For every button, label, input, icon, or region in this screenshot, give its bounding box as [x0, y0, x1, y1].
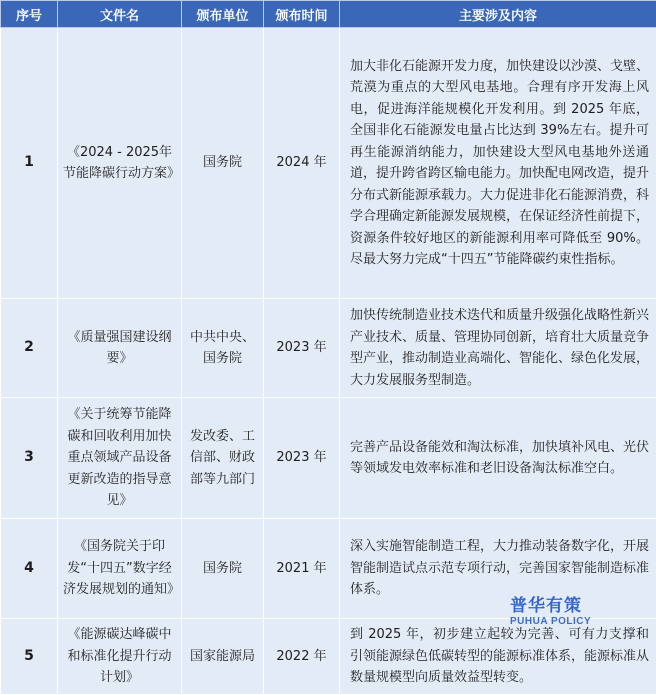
header-issuer: 颁布单位 [182, 1, 264, 28]
header-content: 主要涉及内容 [340, 1, 656, 28]
cell-name: 《2024 - 2025年节能降碳行动方案》 [58, 28, 182, 299]
cell-name: 《能源碳达峰碳中和标准化提升行动计划》 [58, 619, 182, 695]
header-year: 颁布时间 [264, 1, 340, 28]
cell-no: 3 [1, 398, 58, 519]
cell-no: 1 [1, 28, 58, 299]
cell-no: 4 [1, 519, 58, 619]
table-row [1, 299, 656, 398]
cell-year: 2022 年 [264, 619, 340, 695]
cell-name: 《关于统筹节能降碳和回收利用加快重点领域产品设备更新改造的指导意见》 [58, 398, 182, 519]
cell-issuer: 国家能源局 [182, 619, 264, 695]
logo-name-en: PUHUA POLICY [510, 616, 630, 628]
cell-content: 加快传统制造业技术迭代和质量升级强化战略性新兴产业技术、质量、管理协同创新，培育壮大质量竞争型产业，推动制造业高端化、智能化、绿色化发展，大力发展服务型制造。 [340, 299, 656, 398]
cell-content: 完善产品设备能效和淘汰标准，加快填补风电、光伏等领域发电效率标准和老旧设备淘汰标准空白。 [340, 398, 656, 519]
cell-no: 5 [1, 619, 58, 695]
cell-no: 2 [1, 299, 58, 398]
cell-content: 深入实施智能制造工程，大力推动装备数字化，开展智能制造试点示范专项行动，完善国家智能制造标准体系。 [340, 519, 656, 619]
cell-name: 《国务院关于印发“十四五”数字经济发展规划的通知》 [58, 519, 182, 619]
header-name: 文件名 [58, 1, 182, 28]
cell-year: 2023 年 [264, 398, 340, 519]
cell-content: 到 2025 年，初步建立起较为完善、可有力支撑和引领能源绿色低碳转型的能源标准体系，能源标准从数量规模型向质量效益型转变。 [340, 619, 656, 695]
table-header-row [1, 1, 656, 28]
table-row [1, 519, 656, 619]
cell-issuer: 中共中央、国务院 [182, 299, 264, 398]
cell-year: 2021 年 [264, 519, 340, 619]
cell-name: 《质量强国建设纲要》 [58, 299, 182, 398]
cell-issuer: 发改委、工信部、财政部等九部门 [182, 398, 264, 519]
cell-content: 加大非化石能源开发力度，加快建设以沙漠、戈壁、荒漠为重点的大型风电基地。合理有序开发海上风电，促进海洋能规模化开发利用。到 2025 年底，全国非化石能源发电量占比达到 39%左右。提升可再生能源消纳能力，加快建设大型风电基地外送通道，提升跨省跨区输电能力。加快配电网改造，提升分布式新能源承载力。大力促进非化石能源消费，科学合理确定新能源发展规模，在保证经济性前提下，资源条件较好地区的新能源利用率可降低至 90%。尽最大努力完成“十四五”节能降碳约束性指标。 [340, 28, 656, 299]
header-no: 序号 [1, 1, 58, 28]
table-row [1, 398, 656, 519]
cell-issuer: 国务院 [182, 519, 264, 619]
cell-issuer: 国务院 [182, 28, 264, 299]
table-row [1, 619, 656, 695]
cell-year: 2024 年 [264, 28, 340, 299]
cell-year: 2023 年 [264, 299, 340, 398]
logo-name-cn: 普华有策 [510, 596, 630, 616]
table-row [1, 28, 656, 299]
